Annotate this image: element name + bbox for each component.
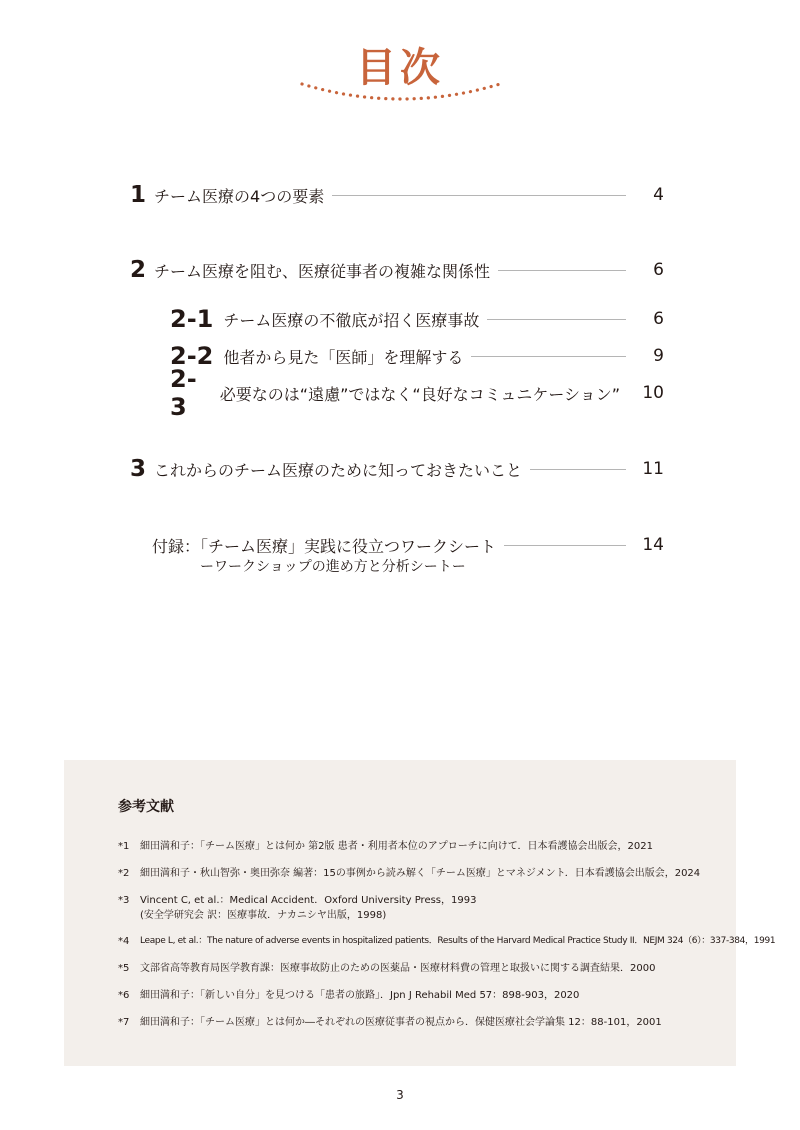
toc-page: 4 bbox=[653, 185, 664, 205]
reference-mark: *1 bbox=[118, 841, 130, 852]
toc-number: 1 bbox=[130, 182, 147, 208]
toc-label: 必要なのは“遠慮”ではなく“良好なコミュニケーション” bbox=[219, 384, 620, 404]
toc-label: 他者から見た「医師」を理解する bbox=[223, 347, 464, 367]
reference-mark: *5 bbox=[118, 963, 130, 974]
toc-entry-2-2[interactable] bbox=[170, 341, 664, 371]
toc-page: 10 bbox=[642, 383, 664, 403]
reference-text: 細田満和子・秋山智弥・奥田弥奈 編著：15の事例から読み解く「チーム医療」とマネジメント．日本看護協会出版会，2024 bbox=[140, 868, 701, 879]
reference-mark: *3 bbox=[118, 895, 130, 906]
reference-text: 細田満和子：「新しい自分」を見つける「患者の旅路」．Jpn J Rehabil Med 57：898-903，2020 bbox=[140, 990, 580, 1001]
reference-mark: *2 bbox=[118, 868, 130, 879]
toc-number: 2-3 bbox=[170, 365, 197, 421]
toc-number: 2-1 bbox=[170, 305, 214, 333]
toc-page: 11 bbox=[642, 459, 664, 479]
toc-label: これからのチーム医療のために知っておきたいこと bbox=[154, 460, 523, 480]
reference-item bbox=[118, 988, 579, 1003]
toc-page: 9 bbox=[653, 346, 664, 366]
toc-label: チーム医療の4つの要素 bbox=[154, 186, 325, 206]
toc-label: チーム医療の不徹底が招く医療事故 bbox=[223, 310, 480, 330]
toc-leader-line bbox=[332, 195, 626, 196]
reference-text: 細田満和子：「チーム医療」とは何か 第2版 患者・利用者本位のアプローチに向けて．日本看護協会出版会，2021 bbox=[140, 841, 653, 852]
toc-leader-line bbox=[504, 545, 626, 546]
reference-mark: *4 bbox=[118, 936, 130, 947]
toc-entry-2[interactable] bbox=[130, 255, 664, 285]
reference-item bbox=[118, 839, 653, 854]
reference-mark: *7 bbox=[118, 1017, 130, 1028]
page-title: 目次 bbox=[356, 45, 444, 91]
toc-page: 6 bbox=[653, 309, 664, 329]
reference-text: (安全学研究会 訳：医療事故．ナカニシヤ出版，1998) bbox=[140, 910, 387, 921]
toc-entry-2-3[interactable] bbox=[170, 365, 664, 421]
reference-item bbox=[118, 893, 476, 923]
references-heading: 参考文献 bbox=[118, 799, 174, 815]
reference-text: Leape L, et al.：The nature of adverse events in hospitalized patients．Results of the Harvard Medical Practice Study II．NEJM 324（6）：337-384，1991 bbox=[140, 936, 776, 946]
toc-number: 2-2 bbox=[170, 342, 214, 370]
toc-entry-2-1[interactable] bbox=[170, 304, 664, 334]
toc-label: 付録：「チーム医療」実践に役立つワークシート bbox=[152, 536, 497, 556]
toc-number: 3 bbox=[130, 456, 147, 482]
toc-leader-line bbox=[498, 270, 626, 271]
reference-text: 文部省高等教育局医学教育課：医療事故防止のための医薬品・医療材料費の管理と取扱いに関する調査結果．2000 bbox=[140, 963, 656, 974]
toc-entry-3[interactable] bbox=[130, 454, 664, 484]
reference-text: Vincent C, et al.：Medical Accident．Oxford University Press，1993 bbox=[140, 895, 477, 906]
toc-leader-line bbox=[471, 356, 626, 357]
reference-mark: *6 bbox=[118, 990, 130, 1001]
appendix-subtitle: ーワークショップの進め方と分析シートー bbox=[200, 559, 466, 575]
title-dotted-arc bbox=[296, 80, 506, 104]
toc-page: 6 bbox=[653, 260, 664, 280]
reference-text: 細田満和子：「チーム医療」とは何か―それぞれの医療従事者の視点から．保健医療社会学論集 12：88-101，2001 bbox=[140, 1017, 662, 1028]
reference-item bbox=[118, 961, 655, 976]
toc-leader-line bbox=[487, 319, 626, 320]
reference-item bbox=[118, 866, 700, 881]
toc-number: 2 bbox=[130, 257, 147, 283]
reference-item bbox=[118, 1015, 662, 1030]
toc-page: 14 bbox=[642, 535, 664, 555]
references-box bbox=[64, 760, 776, 1066]
toc-entry-1[interactable] bbox=[130, 180, 664, 210]
page-number: 3 bbox=[396, 1088, 404, 1102]
reference-item bbox=[118, 934, 775, 949]
toc-leader-line bbox=[530, 469, 626, 470]
toc-label: チーム医療を阻む、医療従事者の複雑な関係性 bbox=[154, 261, 491, 281]
